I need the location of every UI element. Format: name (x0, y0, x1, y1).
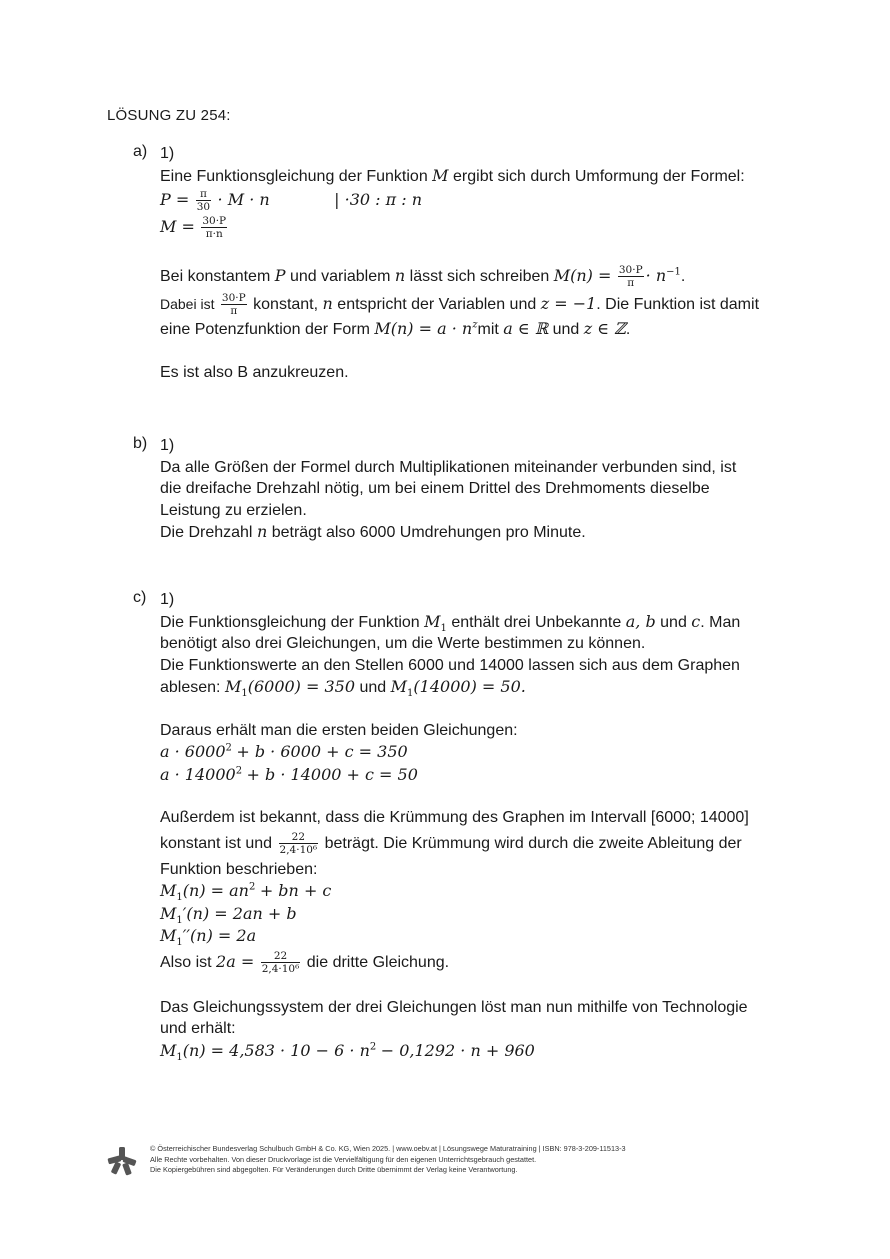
part-b-letter: b) (133, 435, 148, 452)
part-c-line-10: Das Gleichungssystem der drei Gleichungen löst man nun mithilfe von Technologie (160, 998, 748, 1016)
part-b-line-4: Die Drehzahl n beträgt also 6000 Umdrehungen pro Minute. (160, 522, 586, 541)
part-b-line-3: Leistung zu erzielen. (160, 501, 307, 519)
part-c-line-1: Die Funktionsgleichung der Funktion $M_1$ enthält drei Unbekannte a, b und c. Man (160, 611, 741, 634)
fraction: $\frac{22}{\text{2,4·10⁶}}$ (279, 830, 318, 856)
part-a-intro: Eine Funktionsgleichung der Funktion M ergibt sich durch Umformung der Formel: (160, 165, 745, 185)
part-b-line-2: die dreifache Drehzahl nötig, um bei einem Drittel des Drehmoments dieselbe (160, 480, 710, 497)
part-c-line-7: konstant ist und $\frac{22}{\text{2,4·10⁶}}$ beträgt. Die Krümmung wird durch die zweite Ableitung der (160, 830, 742, 856)
part-c-line-9: Also ist 2a = $\frac{22}{\text{2,4·10⁶}}$ die dritte Gleichung. (160, 949, 450, 975)
part-c-letter: c) (133, 589, 147, 606)
fraction: $\frac{22}{\text{2,4·10⁶}}$ (261, 949, 300, 975)
part-c-equation-2: $a \cdot 14000^2 + b \cdot 14000 + c = 50$ (160, 764, 418, 784)
part-a-letter: a) (133, 143, 148, 160)
footer-text (150, 1144, 626, 1176)
part-c-line-4: ablesen: $M_1(6000) = 350$ und $M_1(14000) = 50$. (160, 677, 526, 700)
part-a-number: 1) (160, 145, 175, 162)
footer (107, 1144, 807, 1184)
part-a-equation-2: M = $\frac{30\cdot P}{\pi\cdot n}$ (160, 215, 227, 241)
part-c-derivative-0: $M_1(n) = an^2$ + bn + c (160, 881, 332, 904)
part-c-line-11: und erhält: (160, 1020, 236, 1037)
part-c-equation-1: $a \cdot 6000^2 + b \cdot 6000 + c = 350$ (160, 742, 408, 761)
part-a-paragraph-3: Dabei ist $\frac{30\cdot P}{\pi}$ konstant, n entspricht der Variablen und z = −1. Die Funktion ist damit (160, 292, 760, 318)
part-c-line-3: Die Funktionswerte an den Stellen 6000 und 14000 lassen sich aus dem Graphen (160, 656, 740, 674)
fraction: $\frac{30\cdot P}{\pi\cdot n}$ (202, 215, 227, 241)
part-c-body (160, 589, 780, 1062)
part-b-body (160, 435, 780, 544)
fraction: $\frac{30\cdot P}{\pi}$ (618, 264, 643, 290)
part-c-line-8: Funktion beschrieben: (160, 860, 318, 878)
part-c-result: $M_1(n) = 4,583 \cdot 10 - 6 \cdot n^2 - 0,1292 \cdot n + 960$ (160, 1040, 535, 1063)
part-c-derivative-2: $M_1''(n) = 2a$ (160, 926, 257, 949)
part-a-paragraph-2: Bei konstantem P und variablem n lässt sich schreiben M(n) = $\frac{30\cdot P}{\pi}$ · $n^{-1}$. (160, 264, 686, 290)
part-a-body (160, 143, 780, 383)
publisher-logo-icon (107, 1146, 137, 1176)
fraction: $\frac{\pi}{30}$ (196, 188, 211, 214)
footer-rights: Alle Rechte vorbehalten. Von dieser Druckvorlage ist die Vervielfältigung für den eigenen Unterrichtsgebrauch gestattet. (150, 1154, 537, 1164)
footer-copyright: © Österreichischer Bundesverlag Schulbuch GmbH & Co. KG, Wien 2025. | www.oebv.at | Lösungswege Maturatraining | ISBN: 978-3-209-11513-3 (150, 1144, 626, 1153)
part-c-derivative-1: $M_1'(n) = 2an + b$ (160, 903, 297, 926)
part-c-line-6: Außerdem ist bekannt, dass die Krümmung des Graphen im Intervall [6000; 14000] (160, 809, 749, 826)
part-c-number: 1) (160, 591, 175, 608)
solution-heading: LÖSUNG ZU 254: (107, 107, 231, 124)
fraction: $\frac{30\cdot P}{\pi}$ (221, 292, 246, 318)
part-a-paragraph-4: eine Potenzfunktion der Form $M(n) = a \cdot n^zmit$ a ∈ ℝ und z ∈ ℤ. (160, 319, 631, 338)
part-c-line-2: benötigt also drei Gleichungen, um die Werte bestimmen zu können. (160, 635, 646, 652)
part-b-line-1: Da alle Größen der Formel durch Multiplikationen miteinander verbunden sind, ist (160, 458, 737, 476)
part-c-line-5: Daraus erhält man die ersten beiden Gleichungen: (160, 721, 518, 739)
footer-disclaimer: Die Kopiergebühren sind abgegolten. Für Veränderungen durch Dritte übernimmt der Verlag keine Verantwortung. (150, 1165, 518, 1174)
part-b-number: 1) (160, 437, 175, 454)
part-a-equation-1: P = $\frac{\pi}{30}$ · M · n | ·30 : π : n (160, 188, 422, 214)
part-a-conclusion: Es ist also B anzukreuzen. (160, 363, 349, 381)
